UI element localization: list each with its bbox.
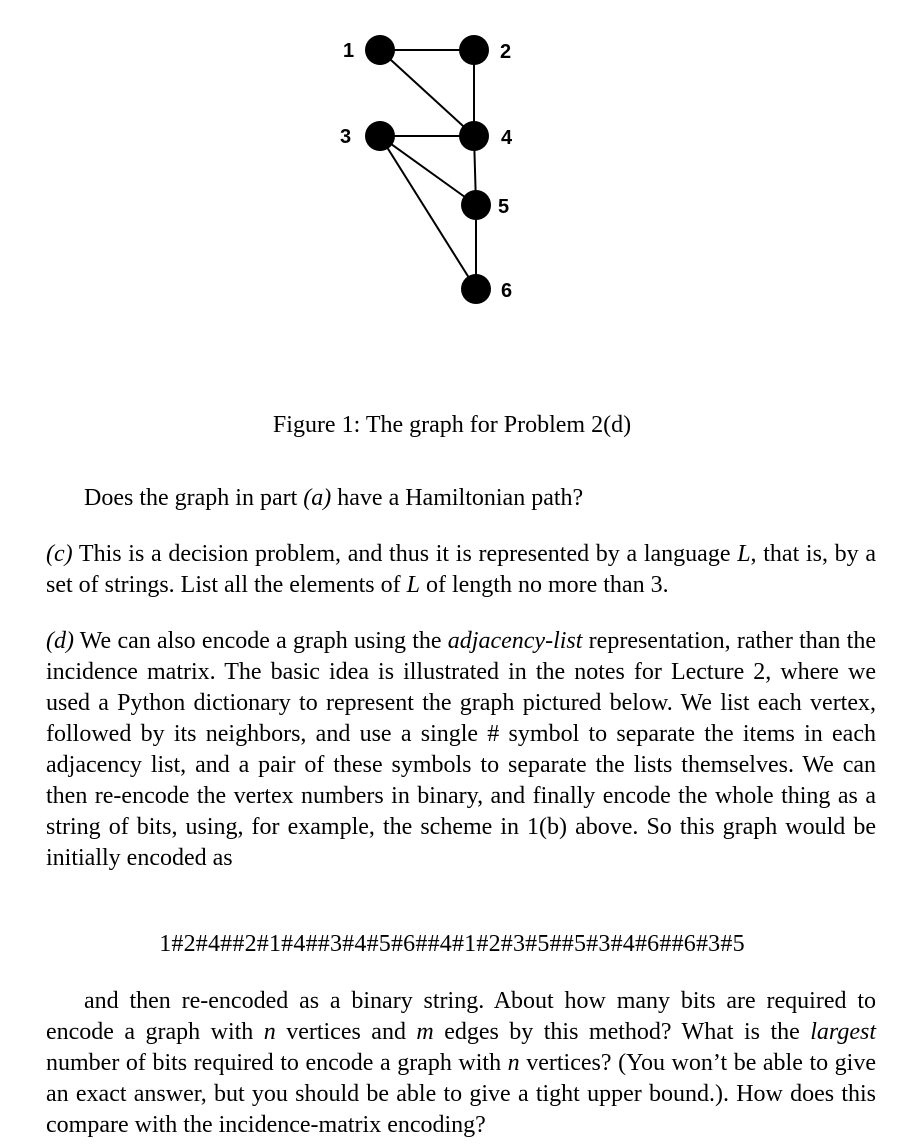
intro-paragraph bbox=[46, 483, 876, 514]
part-c-text-2: , that is, by a set of strings. List all the elements of bbox=[46, 541, 876, 598]
intro-text-2: have a Hamiltonian path? bbox=[331, 485, 584, 511]
vertex-1 bbox=[365, 35, 395, 65]
intro-text-1: Does the graph in part bbox=[84, 485, 304, 511]
final-text-4: number of bits required to encode a graph with bbox=[46, 1050, 508, 1076]
final-emphasis: largest bbox=[810, 1019, 877, 1045]
adjacency-list-encoding: 1#2#4##2#1#4##3#4#5#6##4#1#2#3#5##5#3#4#6##6#3#5 bbox=[159, 931, 745, 957]
var-m: m bbox=[416, 1019, 434, 1045]
vertex-5 bbox=[461, 190, 491, 220]
final-text-5: vertices? (You won’t be able to give an exact answer, but you should be able to give a tight upper bound.). How does this compare with the incidence-matrix encoding? bbox=[46, 1050, 877, 1138]
part-c-label: (c) bbox=[46, 541, 73, 567]
graph-figure bbox=[0, 0, 904, 330]
vertex-3 bbox=[365, 121, 395, 151]
part-d-label: (d) bbox=[46, 628, 74, 654]
part-d-emphasis: adjacency-list bbox=[447, 628, 583, 654]
vertex-2 bbox=[459, 35, 489, 65]
vertex-label-1: 1 bbox=[343, 40, 355, 62]
final-text-3: edges by this method? What is the bbox=[433, 1019, 811, 1045]
vertex-label-3: 3 bbox=[340, 126, 352, 148]
part-d-paragraph bbox=[46, 626, 876, 874]
vertex-label-2: 2 bbox=[500, 41, 512, 63]
figure-caption: Figure 1: The graph for Problem 2(d) bbox=[272, 412, 632, 438]
final-text-1: and then re-encoded as a binary string. About how many bits are required to encode a graph with bbox=[46, 988, 876, 1045]
final-text-2: vertices and bbox=[275, 1019, 417, 1045]
var-n: n bbox=[507, 1050, 520, 1076]
language-symbol: L bbox=[406, 572, 420, 598]
vertex-6 bbox=[461, 274, 491, 304]
part-c-text-1: This is a decision problem, and thus it is represented by a language bbox=[72, 541, 738, 567]
vertex-4 bbox=[459, 121, 489, 151]
vertex-label-4: 4 bbox=[501, 127, 513, 149]
vertex-label-6: 6 bbox=[501, 280, 513, 302]
part-d-text-2: representation, rather than the incidence matrix. The basic idea is illustrated in the notes for Lecture 2, where we used a Python dictionary to represent the graph pictured below. We list each vertex, followed by its neighbors, and use a single # symbol to separate the items in each adjacency list, and a pair of these symbols to separate the lists themselves. We can then re-encode the vertex numbers in binary, and finally encode the whole thing as a string of bits, using, for example, the scheme in 1(b) above. So this graph would be initially encoded as bbox=[46, 628, 876, 871]
edge-3-6 bbox=[380, 136, 476, 289]
final-paragraph bbox=[46, 986, 876, 1141]
part-c-text-3: of length no more than 3. bbox=[419, 572, 669, 598]
intro-part-ref: (a) bbox=[303, 485, 332, 511]
part-c-paragraph bbox=[46, 539, 876, 601]
edge-1-4 bbox=[380, 50, 474, 136]
part-d-text-1: We can also encode a graph using the bbox=[73, 628, 448, 654]
edge-3-5 bbox=[380, 136, 476, 205]
language-symbol: L bbox=[737, 541, 751, 567]
vertex-label-5: 5 bbox=[498, 196, 510, 218]
var-n: n bbox=[263, 1019, 276, 1045]
